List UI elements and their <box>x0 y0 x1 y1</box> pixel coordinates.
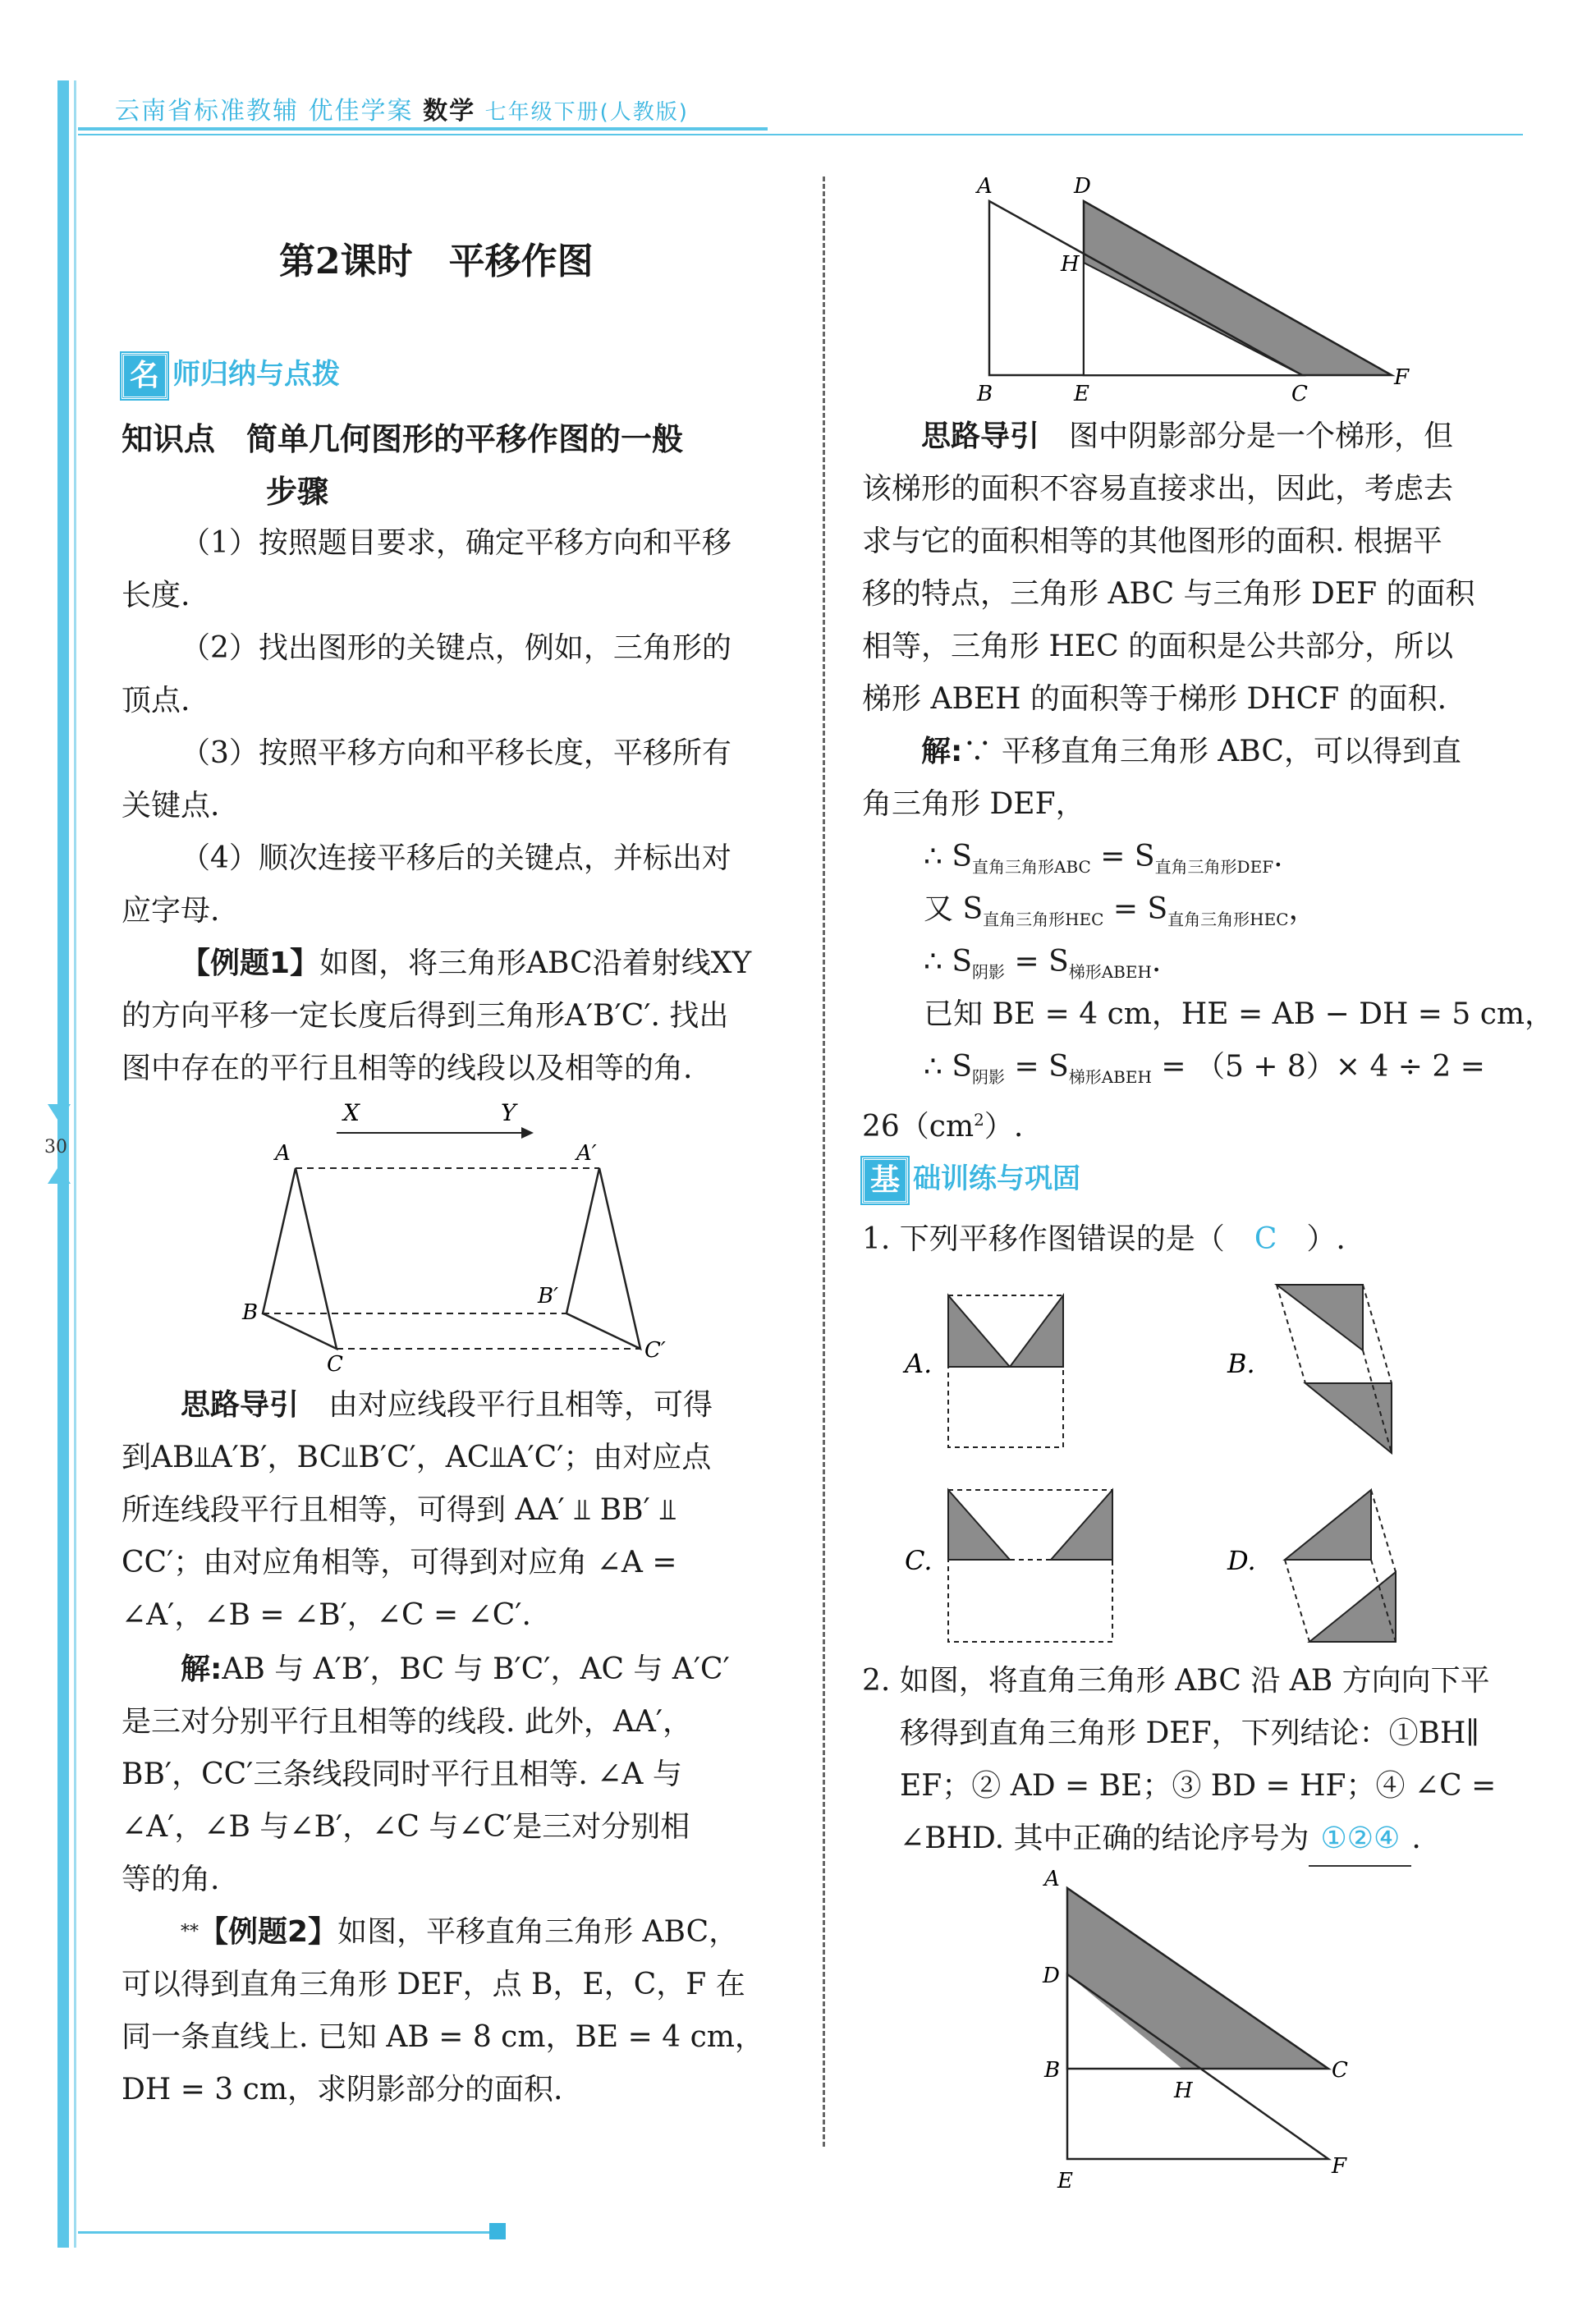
example2-line: 同一条直线上. 已知 AB = 8 cm，BE = 4 cm， <box>122 2020 764 2054</box>
label-D: D <box>1074 174 1091 199</box>
header-subject: 数学 <box>423 97 476 126</box>
hint-label: 思路导引 <box>181 1388 300 1422</box>
q1-answer: C <box>1254 1222 1277 1256</box>
math-sub: 直角三角形ABC <box>972 857 1091 878</box>
section-title: 师归纳与点拨 <box>172 358 340 391</box>
q2-line: ∠BHD. 其中正确的结论序号为 <box>900 1822 1309 1855</box>
option-C-box <box>948 1490 1112 1642</box>
q2-line: EF；② AD = BE；③ BD = HF；④ ∠C = <box>900 1769 1497 1803</box>
solution-label: 解: <box>921 735 963 768</box>
hint-line: 图中阴影部分是一个梯形，但 <box>1069 419 1454 453</box>
example2-line: 可以得到直角三角形 DEF，点 B，E，C，F 在 <box>122 1968 745 2001</box>
label-D: D <box>1043 1964 1060 1988</box>
solution-line: 等的角. <box>122 1863 220 1896</box>
step-text: （2）找出图形的关键点，例如，三角形的 <box>181 631 732 665</box>
solution-line: BB′，CC′三条线段同时平行且相等. ∠A 与 <box>122 1758 682 1791</box>
triangle-ABC <box>263 1168 337 1349</box>
running-header <box>115 90 689 126</box>
example2-hint <box>862 410 1535 726</box>
q2-figure <box>1034 1868 1363 2196</box>
math-text: 26（cm <box>862 1110 975 1144</box>
example2-figure <box>969 172 1412 410</box>
question-2 <box>862 1655 1535 1867</box>
example2-stars: ** <box>181 1922 199 1942</box>
math-text: = S <box>1005 945 1069 979</box>
solution-line: 是三对分别平行且相等的线段. 此外，AA′， <box>122 1705 693 1739</box>
q1-stem-end: ）. <box>1306 1222 1346 1256</box>
kp-title2: 步骤 <box>266 474 329 510</box>
math-sup: 2 <box>974 1110 984 1130</box>
option-C-tri2 <box>1051 1490 1112 1560</box>
section-badge: 名 <box>122 353 167 399</box>
math-sub: 直角三角形HEC <box>983 910 1104 930</box>
header-rule <box>78 134 1523 135</box>
option-C-label: C. <box>905 1545 933 1576</box>
label-H: H <box>1174 2079 1193 2103</box>
solution-line: ∵ 平移直角三角形 ABC，可以得到直 <box>962 735 1461 768</box>
label-B: B <box>1044 2058 1061 2083</box>
step-text: 应字母. <box>122 894 220 928</box>
label-A2: A′ <box>576 1141 597 1166</box>
section-heading-basic <box>862 1156 1080 1203</box>
example2-solution <box>862 726 1535 831</box>
step-text: 顶点. <box>122 684 190 717</box>
option-B-tri1 <box>1277 1285 1363 1350</box>
section-title: 础训练与巩固 <box>913 1162 1080 1195</box>
example2-line: 如图，平移直角三角形 ABC， <box>337 1915 739 1949</box>
q1-options-figure <box>895 1281 1535 1658</box>
q2-answer: ①②④ <box>1309 1813 1411 1867</box>
label-A: A <box>1044 1868 1060 1891</box>
hint-line: 到AB⫫A′B′，BC⫫B′C′，AC⫫A′C′；由对应点 <box>122 1441 712 1474</box>
example1-stem <box>122 937 795 1095</box>
step-text: 长度. <box>122 579 190 612</box>
option-A-tri2 <box>1010 1295 1063 1367</box>
q2-line: 移得到直角三角形 DEF，下列结论：①BH∥ <box>900 1717 1480 1750</box>
example1-hint <box>122 1379 795 1642</box>
triangle-A2B2C2 <box>566 1168 640 1349</box>
label-E: E <box>1074 382 1089 406</box>
footer-square <box>489 2223 506 2239</box>
option-B-label: B. <box>1227 1348 1255 1379</box>
side-marker-top <box>48 1104 71 1122</box>
option-D-tri1 <box>1285 1490 1371 1560</box>
knowledge-point <box>122 413 795 518</box>
label-Y: Y <box>501 1099 516 1126</box>
solution-line: ∠A′，∠B 与∠B′，∠C 与∠C′是三对分别相 <box>122 1810 690 1844</box>
step-text: （1）按照题目要求，确定平移方向和平移 <box>181 526 732 560</box>
math-sub: 梯形ABEH <box>1068 962 1152 983</box>
math-text: ）. <box>984 1110 1024 1144</box>
left-margin-bar <box>57 80 69 2248</box>
hint-line: 梯形 ABEH 的面积等于梯形 DHCF 的面积. <box>862 682 1447 716</box>
option-B-tri2 <box>1305 1383 1392 1453</box>
header-underline <box>78 127 768 131</box>
kp-title1: 简单几何图形的平移作图的一般 <box>246 421 684 457</box>
lesson-title: 第2课时 平移作图 <box>279 241 594 282</box>
option-D-link2 <box>1371 1490 1396 1572</box>
example1-tag: 【例题1】 <box>181 947 320 980</box>
kp-label: 知识点 <box>122 421 216 457</box>
label-C: C <box>327 1352 343 1375</box>
math-sub: 直角三角形HEC <box>1167 910 1289 930</box>
example1-figure <box>230 1096 690 1375</box>
math-sub: 阴影 <box>972 962 1006 983</box>
math-text: ∴ S <box>924 945 973 979</box>
label-B: B <box>242 1300 259 1325</box>
math-text: 又 S <box>924 892 984 926</box>
side-marker-bottom <box>48 1166 71 1184</box>
label-A: A <box>275 1141 291 1166</box>
math-text: = S <box>1005 1050 1069 1084</box>
footer-rule <box>78 2231 497 2234</box>
label-C: C <box>1332 2058 1348 2083</box>
section-heading-teacher <box>122 351 340 399</box>
option-D-tri2 <box>1309 1572 1396 1642</box>
hint-line: 求与它的面积相等的其他图形的面积. 根据平 <box>862 525 1442 558</box>
option-D-link1 <box>1285 1560 1309 1642</box>
step-text: （3）按照平移方向和平移长度，平移所有 <box>181 736 732 770</box>
label-C: C <box>1291 382 1308 406</box>
math-text: ∴ S <box>924 840 973 873</box>
solution-line: 角三角形 DEF， <box>862 787 1085 821</box>
math-text: = S <box>1090 840 1155 873</box>
math-line-6 <box>862 1093 1023 1153</box>
hint-line: ∠A′，∠B = ∠B′，∠C = ∠C′. <box>122 1598 531 1632</box>
example1-line: 图中存在的平行且相等的线段以及相等的角. <box>122 1052 693 1085</box>
question-1 <box>862 1213 1535 1266</box>
hint-line: CC′；由对应角相等，可得到对应角 ∠A = <box>122 1546 677 1579</box>
math-line-4: 已知 BE = 4 cm，HE = AB − DH = 5 cm， <box>924 997 1555 1031</box>
option-A-label: A. <box>905 1348 933 1379</box>
option-D-label: D. <box>1227 1545 1256 1576</box>
label-C2: C′ <box>644 1338 666 1363</box>
kp-steps <box>122 517 795 937</box>
hint-line: 相等，三角形 HEC 的面积是公共部分，所以 <box>862 630 1454 663</box>
solution-line: AB 与 A′B′，BC 与 B′C′，AC 与 A′C′ <box>222 1652 730 1686</box>
solution-label: 解: <box>181 1652 222 1686</box>
example1-line: 如图，将三角形ABC沿着射线XY <box>319 947 752 980</box>
math-text: . <box>1151 945 1162 979</box>
math-text: ∴ S <box>924 1050 973 1084</box>
math-text: = （5 + 8）× 4 ÷ 2 = <box>1151 1050 1485 1084</box>
example2-tag: 【例题2】 <box>199 1915 338 1949</box>
section-badge: 基 <box>862 1157 908 1203</box>
hint-line: 该梯形的面积不容易直接求出，因此，考虑去 <box>862 472 1454 506</box>
label-X: X <box>343 1099 360 1126</box>
label-F: F <box>1332 2154 1347 2179</box>
math-sub: 阴影 <box>972 1067 1006 1088</box>
column-divider <box>823 176 825 2147</box>
math-text: ， <box>1288 892 1319 926</box>
label-F: F <box>1394 365 1410 390</box>
step-text: （4）顺次连接平移后的关键点，并标出对 <box>181 841 732 875</box>
label-B2: B′ <box>538 1284 559 1309</box>
hint-line: 由对应线段平行且相等，可得 <box>328 1388 713 1422</box>
label-H: H <box>1061 252 1080 277</box>
page-number: 30 <box>44 1137 67 1157</box>
arrow-xy-head <box>521 1127 534 1139</box>
option-A-tri1 <box>948 1295 1010 1367</box>
math-text: . <box>1273 840 1283 873</box>
header-book: 优佳学案 <box>308 97 414 126</box>
example1-line: 的方向平移一定长度后得到三角形A′B′C′. 找出 <box>122 999 729 1033</box>
example1-solution <box>122 1643 795 1906</box>
label-A: A <box>977 174 993 199</box>
header-grade: 七年级下册(人教版) <box>484 100 689 125</box>
math-sub: 梯形ABEH <box>1068 1067 1152 1088</box>
q2-end: . <box>1411 1822 1421 1855</box>
math-text: = S <box>1103 892 1168 926</box>
label-E: E <box>1057 2169 1073 2193</box>
option-C-tri1 <box>948 1490 1010 1560</box>
hint-label: 思路导引 <box>921 419 1040 453</box>
hint-line: 所连线段平行且相等，可得到 AA′ ⫫ BB′ ⫫ <box>122 1493 676 1527</box>
hint-line: 移的特点，三角形 ABC 与三角形 DEF 的面积 <box>862 577 1475 611</box>
left-margin-bar-inner <box>74 80 76 2248</box>
math-sub: 直角三角形DEF <box>1154 857 1274 878</box>
example2-line: DH = 3 cm，求阴影部分的面积. <box>122 2073 563 2106</box>
header-series: 云南省标准教辅 <box>115 97 299 126</box>
label-B: B <box>977 382 993 406</box>
example2-stem <box>122 1906 795 2116</box>
kp-line1 <box>122 413 795 465</box>
q2-line: 2. 如图，将直角三角形 ABC 沿 AB 方向向下平 <box>862 1664 1490 1698</box>
q1-stem: 1. 下列平移作图错误的是（ <box>862 1222 1225 1256</box>
step-text: 关键点. <box>122 789 220 823</box>
